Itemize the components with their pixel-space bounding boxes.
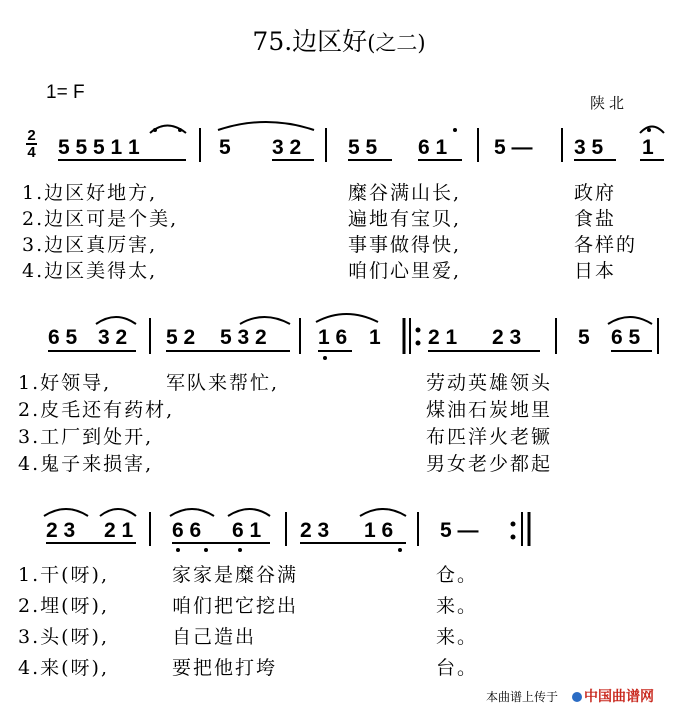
note-group: 1 [642, 136, 654, 159]
site-brand[interactable] [572, 686, 654, 706]
lyric-verse-3: 3.头(呀), [18, 626, 109, 648]
lyric-verse-3: 各样的 [574, 234, 638, 256]
note-group: 5 3 2 [220, 326, 267, 349]
note-group: 5 5 5 1 1 [58, 136, 140, 159]
lyric-verse-2: 咱们把它挖出 [172, 595, 299, 617]
lyric-verse-1: 1.干(呀), [18, 564, 109, 586]
lyric-verse-4: 男女老少都起 [426, 453, 553, 475]
song-origin: 陕北 [590, 94, 629, 112]
note-group: 6 5 [48, 326, 78, 349]
lyric-verse-1: 军队来帮忙, [166, 372, 280, 394]
note-group: 6 1 [418, 136, 448, 159]
note-group: 2 1 [428, 326, 458, 349]
lyric-verse-4: 4.鬼子来损害, [18, 453, 154, 475]
lyric-verse-1: 1.好领导, [18, 372, 112, 394]
lyric-verse-3: 事事做得快, [348, 234, 462, 256]
note-group: 1 6 [318, 326, 348, 349]
lyric-verse-2: 2.皮毛还有药材, [18, 399, 175, 421]
note-group: 6 1 [232, 519, 262, 542]
title-sub: (之二) [367, 31, 426, 55]
lyric-verse-1: 仓。 [436, 564, 479, 586]
note-group: 5 [219, 136, 231, 159]
key-signature: 1= F [46, 82, 85, 103]
lyric-verse-2: 来。 [436, 595, 479, 617]
globe-icon [572, 692, 582, 702]
lyric-verse-2: 食盐 [574, 208, 617, 230]
lyric-verse-3: 布匹洋火老镢 [426, 426, 553, 448]
lyric-verse-4: 要把他打垮 [172, 657, 278, 679]
note-group: 3 5 [574, 136, 604, 159]
lyric-verse-1: 糜谷满山长, [348, 182, 462, 204]
lyric-verse-4: 4.边区美得太, [22, 260, 158, 282]
note-group: 6 6 [172, 519, 202, 542]
lyric-verse-1: 家家是糜谷满 [172, 564, 299, 586]
title-main: 75.边区好 [252, 27, 368, 56]
note-group: 5 — [440, 519, 479, 542]
lyric-verse-4: 咱们心里爱, [348, 260, 462, 282]
lyric-verse-2: 煤油石炭地里 [426, 399, 553, 421]
note-group: 5 5 [348, 136, 378, 159]
lyric-verse-3: 来。 [436, 626, 479, 648]
note-group: 2 3 [492, 326, 522, 349]
lyric-verse-4: 日本 [574, 260, 617, 282]
lyric-verse-3: 3.工厂到处开, [18, 426, 154, 448]
lyric-verse-4: 台。 [436, 657, 479, 679]
note-group: 3 2 [98, 326, 128, 349]
note-group: 5 2 [166, 326, 196, 349]
lyric-verse-3: 自己造出 [172, 626, 257, 648]
time-sig-top: 2 [27, 127, 36, 144]
site-brand-name: 中国曲谱网 [584, 688, 654, 704]
lyric-verse-1: 政府 [574, 182, 617, 204]
note-group: 2 3 [300, 519, 330, 542]
upload-credit: 本曲谱上传于 [486, 690, 559, 704]
lyric-verse-1: 1.边区好地方, [22, 182, 158, 204]
note-group: 5 [578, 326, 590, 349]
lyric-verse-4: 4.来(呀), [18, 657, 109, 679]
lyric-verse-2: 2.埋(呀), [18, 595, 109, 617]
note-group: 2 1 [104, 519, 134, 542]
note-group: 6 5 [611, 326, 641, 349]
note-group: 5 — [494, 136, 533, 159]
note-group: 1 6 [364, 519, 394, 542]
note-group: 2 3 [46, 519, 76, 542]
lyric-verse-1: 劳动英雄领头 [426, 372, 553, 394]
lyric-verse-2: 2.边区可是个美, [22, 208, 179, 230]
note-group: 3 2 [272, 136, 302, 159]
time-sig-bottom: 4 [27, 144, 36, 161]
lyric-verse-3: 3.边区真厉害, [22, 234, 158, 256]
note-group: 1 [369, 326, 381, 349]
lyric-verse-2: 遍地有宝贝, [348, 208, 462, 230]
